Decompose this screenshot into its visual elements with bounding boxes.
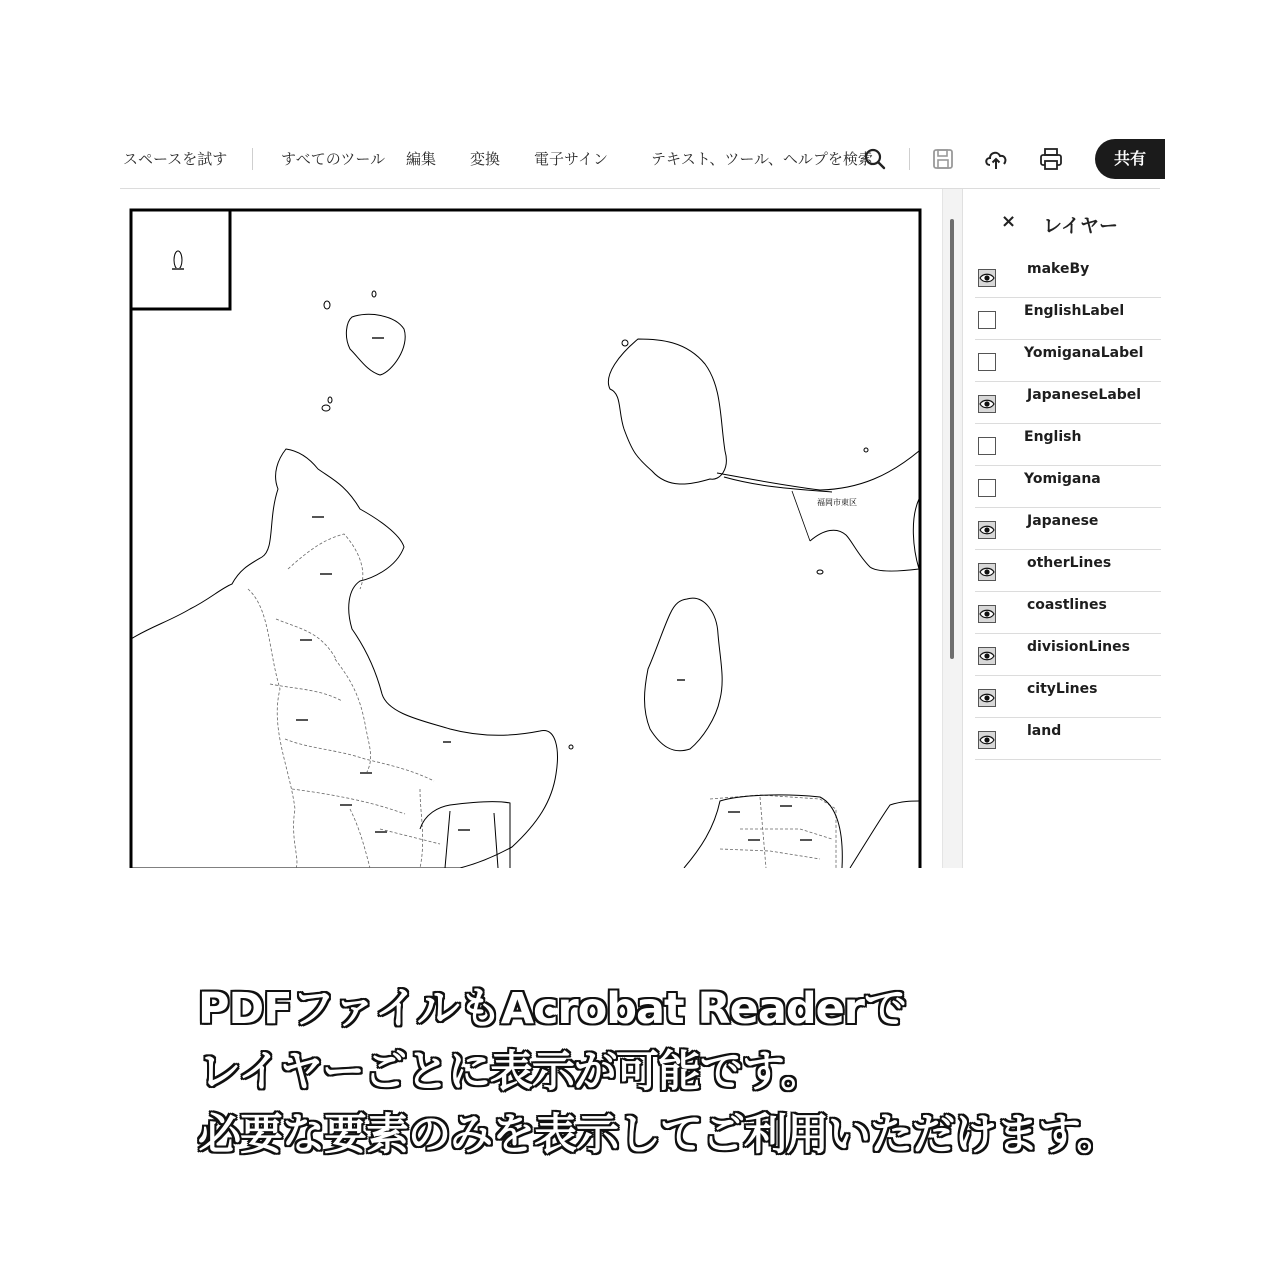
eye-icon[interactable] xyxy=(978,605,996,623)
layer-row[interactable] xyxy=(975,718,1161,760)
region-label-fukuoka-higashi: 福岡市東区 xyxy=(817,498,857,507)
layer-row[interactable] xyxy=(975,466,1161,508)
visibility-checkbox[interactable] xyxy=(978,479,996,497)
caption-line-2: レイヤーごとに表示が可能です。 xyxy=(198,1047,823,1097)
map-page xyxy=(120,189,942,868)
search-input[interactable]: テキスト、ツール、ヘルプを検索 xyxy=(651,150,873,168)
layer-name: Yomigana xyxy=(1024,471,1101,487)
visibility-checkbox[interactable] xyxy=(978,311,996,329)
eye-icon[interactable] xyxy=(978,563,996,581)
visibility-checkbox[interactable] xyxy=(978,353,996,371)
layer-row[interactable] xyxy=(975,298,1161,340)
layer-name: cityLines xyxy=(1027,681,1098,697)
eye-icon[interactable] xyxy=(978,647,996,665)
layer-row[interactable] xyxy=(975,424,1161,466)
caption-line-1: PDFファイルもAcrobat Readerで xyxy=(198,984,907,1034)
close-panel-button[interactable]: × xyxy=(1001,211,1017,232)
layer-name: English xyxy=(1024,429,1082,445)
layers-panel-title: レイヤー xyxy=(1043,215,1119,237)
esign-menu[interactable]: 電子サイン xyxy=(534,150,608,168)
scrollbar-thumb[interactable] xyxy=(950,219,954,659)
convert-menu[interactable]: 変換 xyxy=(470,150,501,168)
layer-row[interactable] xyxy=(975,592,1161,634)
visibility-checkbox[interactable] xyxy=(978,437,996,455)
eye-icon[interactable] xyxy=(978,269,996,287)
layer-name: otherLines xyxy=(1027,555,1112,571)
print-icon[interactable] xyxy=(1037,145,1065,173)
document-viewport[interactable] xyxy=(120,189,962,868)
search-icon[interactable] xyxy=(861,145,889,173)
layer-row[interactable] xyxy=(975,676,1161,718)
toolbar-divider xyxy=(909,148,910,170)
eye-icon[interactable] xyxy=(978,395,996,413)
layer-name: coastlines xyxy=(1027,597,1107,613)
eye-icon[interactable] xyxy=(978,521,996,539)
caption-line-3: 必要な要素のみを表示してご利用いただけます。 xyxy=(198,1110,1119,1160)
eye-icon[interactable] xyxy=(978,689,996,707)
layer-name: land xyxy=(1027,723,1062,739)
eye-icon[interactable] xyxy=(978,731,996,749)
save-icon[interactable] xyxy=(929,145,957,173)
layer-row[interactable] xyxy=(975,550,1161,592)
try-space-link[interactable]: スペースを試す xyxy=(123,150,228,168)
document-scrollbar[interactable] xyxy=(942,189,963,868)
layer-name: Japanese xyxy=(1027,513,1099,529)
layer-name: EnglishLabel xyxy=(1024,303,1125,319)
layer-row[interactable] xyxy=(975,508,1161,550)
toolbar-divider xyxy=(252,148,253,170)
upload-cloud-icon[interactable] xyxy=(982,145,1010,173)
promo-caption xyxy=(198,978,1158,1167)
layers-panel xyxy=(962,189,1161,868)
layer-name: JapaneseLabel xyxy=(1027,387,1142,403)
layer-name: YomiganaLabel xyxy=(1024,345,1144,361)
edit-menu[interactable]: 編集 xyxy=(406,150,437,168)
all-tools-menu[interactable]: すべてのツール xyxy=(281,150,386,168)
layer-row[interactable] xyxy=(975,634,1161,676)
layer-row[interactable] xyxy=(975,256,1161,298)
top-toolbar xyxy=(120,128,1160,189)
layer-name: makeBy xyxy=(1027,261,1090,277)
share-button[interactable]: 共有 xyxy=(1095,139,1165,179)
layer-row[interactable] xyxy=(975,382,1161,424)
layer-name: divisionLines xyxy=(1027,639,1130,655)
layer-row[interactable] xyxy=(975,340,1161,382)
